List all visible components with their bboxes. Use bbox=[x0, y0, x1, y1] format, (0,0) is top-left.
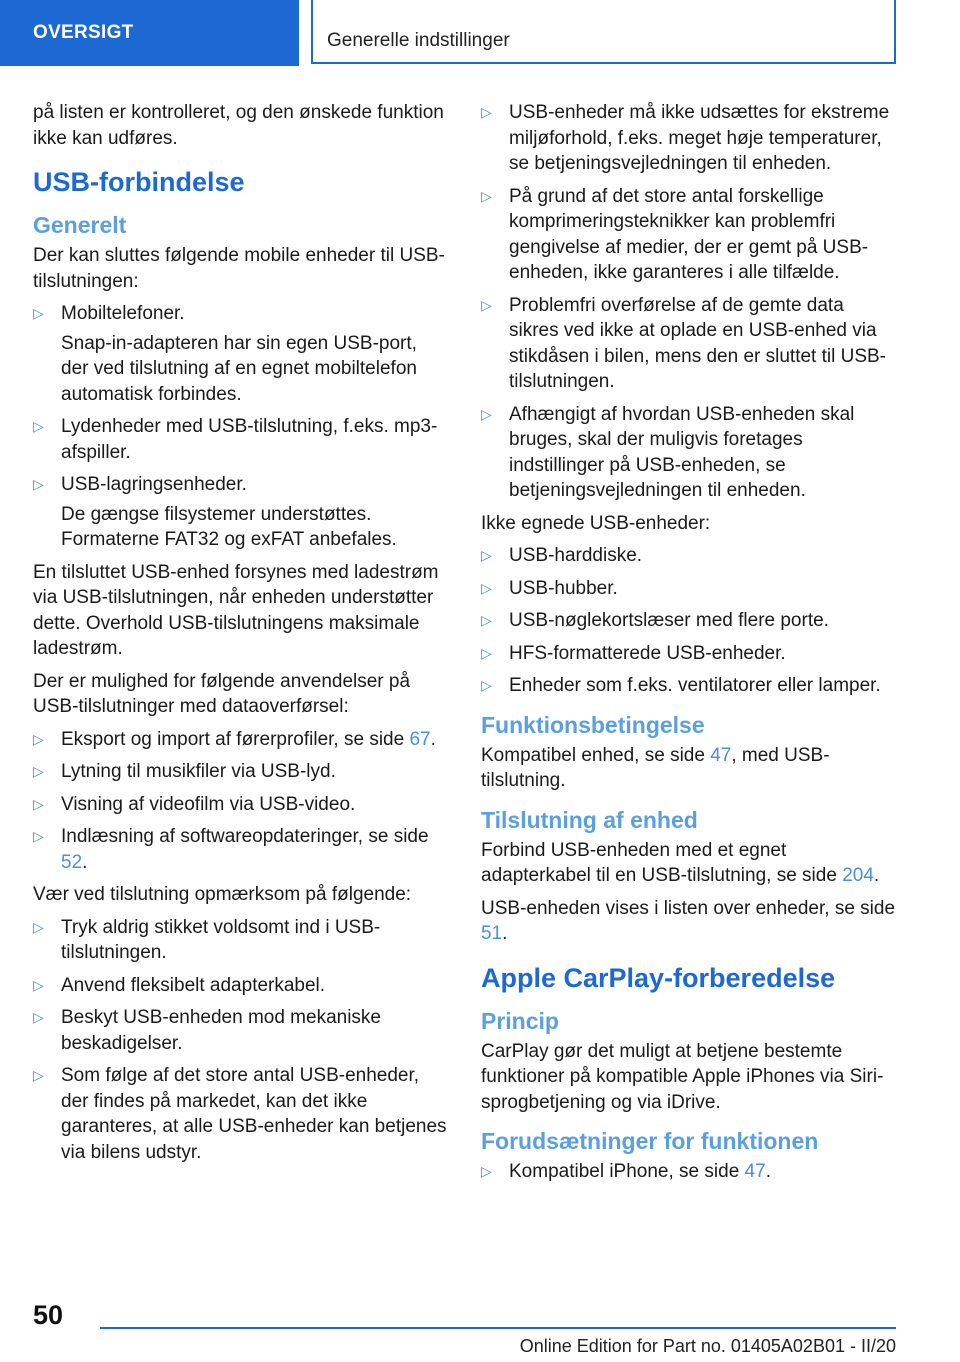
list-item: ▷ USB-nøglekortslæser med flere porte. bbox=[481, 608, 897, 634]
heading-usb-connection: USB-forbindelse bbox=[33, 167, 245, 197]
list-item: ▷ Anvend fleksibelt adapterkabel. bbox=[33, 973, 447, 999]
page-header bbox=[0, 0, 960, 66]
triangle-bullet-icon: ▷ bbox=[33, 476, 44, 492]
page-link[interactable]: 52 bbox=[61, 851, 83, 873]
triangle-bullet-icon: ▷ bbox=[33, 795, 44, 812]
list-item: ▷ Enheder som f.eks. ventilatorer eller lamper. bbox=[481, 673, 897, 699]
list-item: ▷ HFS-formatterede USB-enheder. bbox=[481, 641, 897, 667]
list-item: ▷ USB-harddiske. bbox=[481, 543, 897, 569]
page-number: 50 bbox=[33, 1300, 64, 1330]
list-item: ▷ Beskyt USB-enheden mod mekaniske beskadigelser. bbox=[33, 1007, 381, 1054]
triangle-bullet-icon: ▷ bbox=[481, 104, 492, 120]
paragraph-uses: Der er mulighed for følgende anvendelser på USB-tilslutninger med dataoverførsel: bbox=[33, 670, 411, 717]
footer-divider bbox=[100, 1327, 896, 1329]
list-item: ▷ Afhængigt af hvordan USB-enheden skal bruges, skal der muligvis foretages indstillinger på USB-enheden, se betjeningsvejledningen til enheden. bbox=[481, 403, 855, 501]
triangle-bullet-icon: ▷ bbox=[481, 187, 492, 204]
list-item: ▷ Indlæsning af softwareopdateringer, se side 52. bbox=[33, 826, 429, 873]
paragraph-connectable-devices: Der kan sluttes følgende mobile enheder til USB-tilslutningen: bbox=[33, 245, 445, 292]
paragraph-charging: En tilsluttet USB-enhed forsynes med ladestrøm via USB-tilslutningen, når enheden understøtter dette. Overhold USB-tilslutningens maksimale ladestrøm. bbox=[33, 561, 439, 659]
usb-notes-list bbox=[481, 100, 897, 504]
paragraph-condition: Kompatibel enhed, se side 47, med USB-tilslutning. bbox=[481, 744, 830, 791]
triangle-bullet-icon: ▷ bbox=[33, 730, 44, 747]
heading-requirements: Forudsætninger for funktionen bbox=[481, 1128, 819, 1154]
heading-general: Generelt bbox=[33, 212, 127, 238]
device-list bbox=[33, 301, 447, 553]
list-item: ▷ Visning af videofilm via USB-video. bbox=[33, 792, 447, 818]
triangle-bullet-icon: ▷ bbox=[481, 1163, 492, 1179]
tab-overview[interactable]: OVERSIGT bbox=[0, 0, 299, 66]
list-item: ▷ USB-lagringsenheder. De gængse filsystemer understøttes. Formaterne FAT32 og exFAT anbefales. bbox=[33, 474, 397, 550]
intro-continuation: på listen er kontrolleret, og den ønskede funktion ikke kan udføres. bbox=[33, 102, 444, 149]
paragraph-connect-2: USB-enheden vises i listen over enheder, se side 51. bbox=[481, 897, 896, 944]
list-item: ▷ Mobiltelefoner. Snap-in-adapteren har sin egen USB-port, der ved tilslutning af en egnet mobiltelefon automatisk forbindes. bbox=[33, 303, 417, 405]
uses-list bbox=[33, 727, 447, 876]
triangle-bullet-icon: ▷ bbox=[33, 1067, 44, 1083]
triangle-bullet-icon: ▷ bbox=[481, 579, 492, 596]
triangle-bullet-icon: ▷ bbox=[33, 828, 44, 844]
heading-function-condition: Funktionsbetingelse bbox=[481, 711, 705, 738]
heading-connect-device: Tilslutning af enhed bbox=[481, 806, 698, 833]
list-item: ▷ Problemfri overførelse af de gemte data sikres ved ikke at oplade en USB-enhed via stikdåsen i bilen, mens den er sluttet til USB-tilslutningen. bbox=[481, 294, 887, 392]
unsuitable-list bbox=[481, 543, 897, 699]
triangle-bullet-icon: ▷ bbox=[33, 305, 44, 321]
page-link[interactable]: 204 bbox=[842, 865, 874, 886]
page-link[interactable]: 47 bbox=[710, 744, 732, 766]
triangle-bullet-icon: ▷ bbox=[481, 644, 492, 661]
list-item: ▷ Eksport og import af førerprofiler, se side 67. bbox=[33, 727, 447, 753]
list-item: ▷ USB-enheder må ikke udsættes for ekstreme miljøforhold, f.eks. meget høje temperaturer, se betjeningsvejledningen til enheden. bbox=[481, 102, 890, 174]
list-item: ▷ Lytning til musikfiler via USB-lyd. bbox=[33, 759, 447, 785]
page-link[interactable]: 47 bbox=[744, 1161, 766, 1182]
page-link[interactable]: 51 bbox=[481, 923, 503, 944]
triangle-bullet-icon: ▷ bbox=[33, 976, 44, 993]
triangle-bullet-icon: ▷ bbox=[481, 677, 492, 693]
heading-carplay: Apple CarPlay-forberedelse bbox=[481, 962, 836, 993]
requirements-list bbox=[481, 1159, 897, 1185]
page-link[interactable]: 67 bbox=[409, 728, 431, 750]
triangle-bullet-icon: ▷ bbox=[33, 918, 44, 935]
triangle-bullet-icon: ▷ bbox=[481, 405, 492, 422]
triangle-bullet-icon: ▷ bbox=[481, 547, 492, 563]
right-column bbox=[481, 100, 897, 1192]
heading-principle: Princip bbox=[481, 1007, 559, 1034]
attention-list bbox=[33, 915, 447, 1166]
list-item: ▷ Som følge af det store antal USB-enheder, der findes på markedet, kan det ikke garanteres, at alle USB-enheder kan betjenes via bilens udstyr. bbox=[33, 1065, 447, 1163]
list-item: ▷ På grund af det store antal forskellige komprimeringsteknikker kan problemfri gengivelse af medier, der er gemt på USB-enheden, ikke garanteres i alle tilfælde. bbox=[481, 185, 869, 283]
triangle-bullet-icon: ▷ bbox=[481, 612, 492, 628]
list-item: ▷ Kompatibel iPhone, se side 47. bbox=[481, 1159, 897, 1185]
list-item: ▷ Lydenheder med USB-tilslutning, f.eks. mp3-afspiller. bbox=[33, 416, 438, 463]
footer-edition: Online Edition for Part no. 01405A02B01 - II/20 bbox=[519, 1336, 896, 1356]
list-item: ▷ USB-hubber. bbox=[481, 576, 897, 602]
triangle-bullet-icon: ▷ bbox=[481, 296, 492, 313]
paragraph-unsuitable: Ikke egnede USB-enheder: bbox=[481, 512, 711, 534]
list-item: ▷ Tryk aldrig stikket voldsomt ind i USB-tilslutningen. bbox=[33, 916, 381, 963]
left-column bbox=[33, 100, 447, 1172]
paragraph-principle: CarPlay gør det muligt at betjene bestemte funktioner på kompatible Apple iPhones via Siri-sprogbetjening og via iDrive. bbox=[481, 1040, 884, 1113]
section-title: Generelle indstillinger bbox=[311, 0, 896, 64]
triangle-bullet-icon: ▷ bbox=[33, 763, 44, 779]
triangle-bullet-icon: ▷ bbox=[33, 1009, 44, 1025]
triangle-bullet-icon: ▷ bbox=[33, 418, 44, 434]
paragraph-attention: Vær ved tilslutning opmærksom på følgende: bbox=[33, 884, 412, 905]
paragraph-connect-1: Forbind USB-enheden med et egnet adapterkabel til en USB-tilslutning, se side 204. bbox=[481, 839, 880, 886]
